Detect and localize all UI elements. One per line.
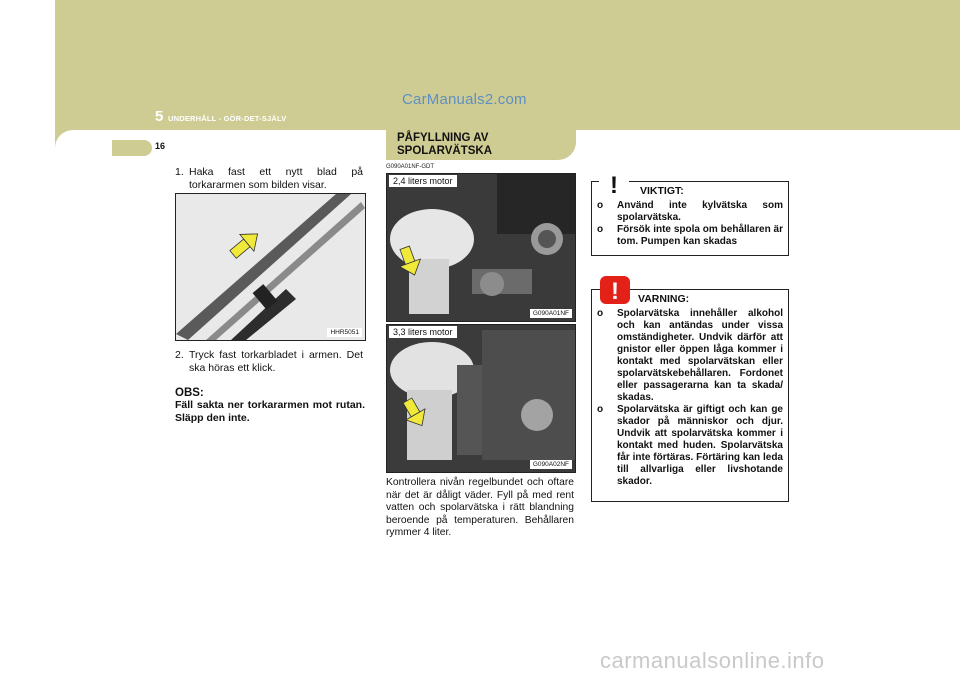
warning-item-text: Spolarvätska innehåller alkohol och kan antändas under vissa omständigheter. Undvik därför att gnistor eller öppen låga kommer i kontakt med spolarvätskan eller spolarvätskebehållaren. Fordonet eller passagerarna kan ta skada/ skadas. (617, 308, 783, 403)
bullet: o (597, 404, 604, 415)
warning-icon (600, 276, 630, 304)
step-1-number: 1. (175, 166, 184, 178)
engine-2-4-code: G090A01NF (530, 309, 572, 318)
engine-photo-3-3 (386, 324, 576, 473)
caution-item (597, 200, 783, 224)
warning-item (597, 308, 783, 404)
caution-item-text: Försök inte spola om behållaren är tom. Pumpen kan skadas (617, 224, 783, 247)
caution-title: VIKTIGT: (640, 185, 684, 197)
warning-item (597, 404, 783, 488)
page-number: 16 (155, 141, 166, 151)
section-title-line-1: PÅFYLLNING AV (397, 132, 489, 144)
engine-2-4-label: 2,4 liters motor (389, 175, 457, 187)
engine-photo-2-4 (386, 173, 576, 322)
warning-title: VARNING: (638, 293, 690, 305)
reservoir-paragraph: Kontrollera nivån regelbundet och oftare när det är dåligt väder. Fyll på med rent vatten och spolarvätska i rätt blandning beroende på temperaturen. Behållaren rymmer 4 liter. (386, 477, 574, 538)
chapter-number: 5 (155, 108, 164, 125)
caution-item (597, 224, 783, 248)
note-label: OBS: (175, 387, 204, 399)
bullet: o (597, 200, 604, 211)
bullet: o (597, 224, 604, 235)
top-watermark[interactable]: CarManuals2.com (402, 91, 527, 108)
page-number-tab (112, 140, 152, 156)
caution-item-text: Använd inte kylvätska som spolarvätska. (617, 200, 783, 223)
engine-3-3-code: G090A02NF (530, 460, 572, 469)
step-2-number: 2. (175, 349, 184, 361)
engine-bay-illustration (387, 174, 575, 321)
wiper-photo (175, 193, 366, 341)
step-1-text: Haka fast ett nytt blad på torkararmen som bilden visar. (189, 166, 363, 191)
chapter-title: UNDERHÅLL - GÖR-DET-SJÄLV (168, 114, 287, 123)
section-code: G090A01NF-GDT (386, 164, 435, 170)
wiper-photo-code: HHR5051 (327, 328, 362, 337)
caution-icon (597, 170, 631, 198)
section-title-line-2: SPOLARVÄTSKA (397, 145, 492, 157)
note-text: Fäll sakta ner torkararmen mot rutan. Släpp den inte. (175, 399, 365, 424)
warning-item-text: Spolarvätska är giftigt och kan ge skador på människor och djur. Undvik att spolarvätska kommer i kontakt med huden. Spolarvätska får inte förtäras. Förtäring kan leda till allvarliga eller livshotande skador. (617, 404, 783, 487)
bullet: o (597, 308, 604, 319)
section-title (397, 132, 492, 158)
caution-list (597, 200, 783, 248)
engine-3-3-label: 3,3 liters motor (389, 326, 457, 338)
step-2-text: Tryck fast torkarbladet i armen. Det ska höras ett klick. (189, 349, 363, 374)
warning-icon-glyph: ! (611, 278, 619, 304)
engine-bay-illustration (387, 325, 575, 472)
wiper-illustration (176, 194, 365, 340)
footer-watermark[interactable]: carmanualsonline.info (600, 648, 825, 673)
caution-icon-glyph: ! (610, 172, 618, 198)
warning-list (597, 308, 783, 488)
